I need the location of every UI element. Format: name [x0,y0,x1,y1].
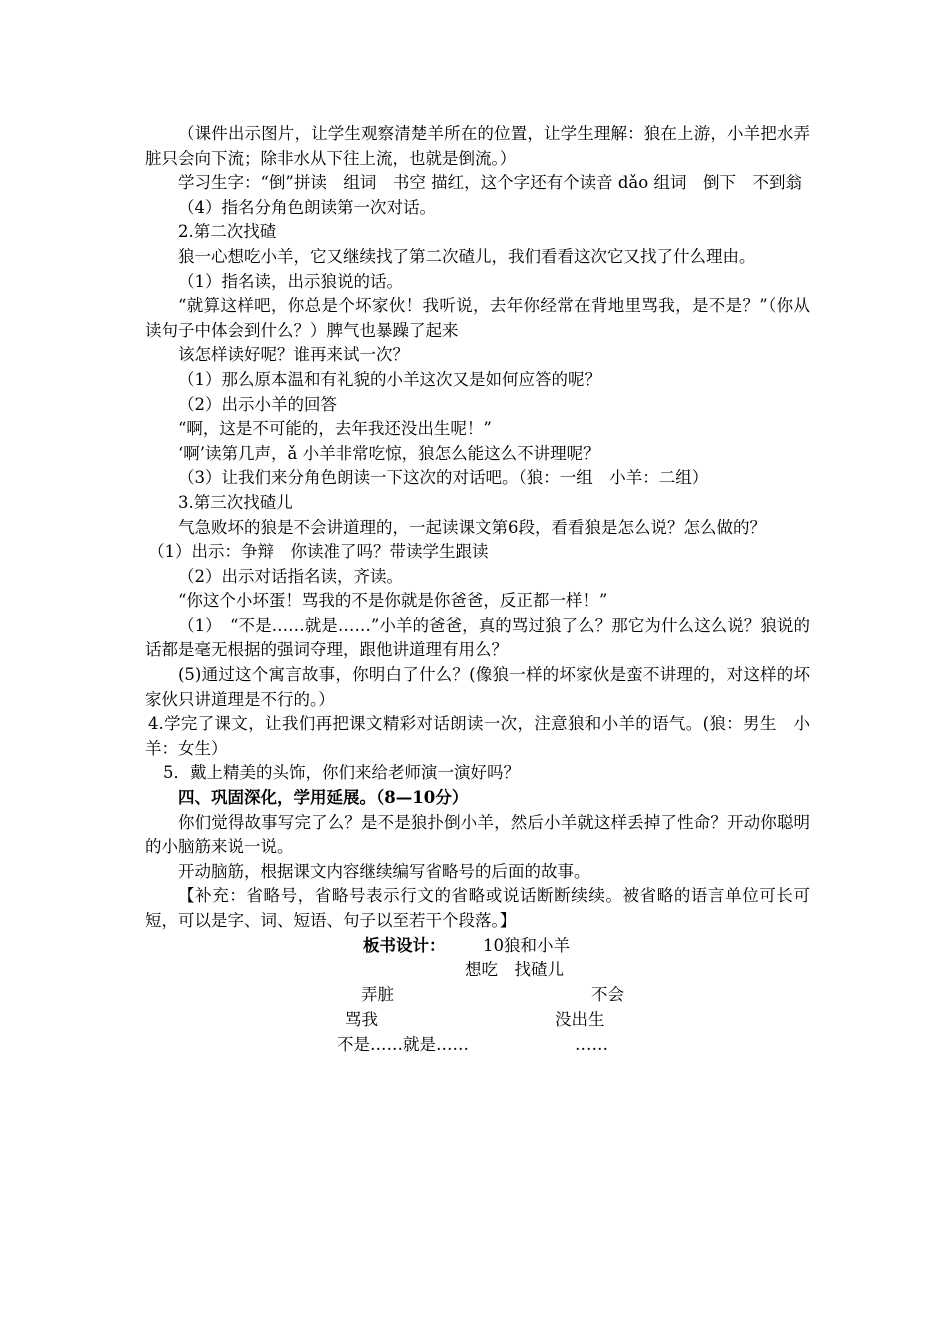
paragraph-second-pick-intro: 狼一心想吃小羊，它又继续找了第二次碴儿，我们看看这次它又找了什么理由。 [178,246,756,266]
document-page [145,122,810,1054]
paragraph-read-again: 该怎样读好呢？谁再来试一次？ [178,345,409,365]
board-right-1: 不会 [591,984,624,1004]
paragraph-dialogue-read: （2）出示对话指名读，齐读。 [178,566,403,586]
paragraph-wolf-quote-3: “你这个小坏蛋！骂我的不是你就是你爸爸，反正都一样！” [178,591,608,611]
paragraph-role-read-1: （4）指名分角色朗读第一次对话。 [178,197,436,217]
board-title: 10狼和小羊 [483,935,570,955]
paragraph-continue-writing: 开动脑筋，根据课文内容继续编写省略号的后面的故事。 [178,861,591,881]
blackboard-design [145,934,810,1054]
paragraph-tone-question: ‘啊’读第几声，ǎ 小羊非常吃惊，狼怎么能这么不讲理呢？ [178,443,600,463]
paragraph-role-read-2: （3）让我们来分角色朗读一下这次的对话吧。（狼：一组 小羊：二组） [178,468,709,488]
paragraph-courseware-note: （课件出示图片，让学生观察清楚羊所在的位置，让学生理解：狼在上游，小羊把水弄脏只会向下流；除非水从下往上流，也就是倒流。） [145,124,810,168]
heading-third-pick: 3.第三次找碴儿 [178,492,293,512]
paragraph-lamb-quote: “啊，这是不可能的，去年我还没出生呢！” [178,419,492,439]
paragraph-show-lamb-reply: （2）出示小羊的回答 [178,394,337,414]
paragraph-show-argue: （1）出示：争辩 你读准了吗？带读学生跟读 [148,542,489,562]
board-center: 想吃 找碴儿 [465,959,564,979]
board-left-2: 骂我 [345,1009,378,1029]
paragraph-read-dialogue-again: 4.学完了课文，让我们再把课文精彩对话朗读一次，注意狼和小羊的语气。(狼：男生 小羊：女生） [145,714,810,758]
paragraph-not-but-analysis: （1） “不是……就是……”小羊的爸爸，真的骂过狼了么？那它为什么这么说？狼说的话都是毫无根据的强词夺理，跟他讲道理有用么？ [145,615,810,660]
paragraph-ellipsis-supplement: 【补充：省略号，省略号表示行文的省略或说话断断续续。被省略的语言单位可长可短，可以是字、词、短语、句子以至若干个段落。】 [145,886,810,930]
paragraph-story-continue-question: 你们觉得故事写完了么？是不是狼扑倒小羊，然后小羊就这样丢掉了性命？开动你聪明的小脑筋来说一说。 [145,812,810,857]
paragraph-fable-moral: (5)通过这个寓言故事，你明白了什么？(像狼一样的坏家伙是蛮不讲理的，对这样的坏家伙只讲道理是不行的。） [145,665,810,709]
heading-second-pick: 2.第二次找碴 [178,222,277,242]
paragraph-wolf-quote: “就算这样吧，你总是个坏家伙！我听说，去年你经常在背地里骂我，是不是？”（你从读句子中体会到什么？）脾气也暴躁了起来 [145,296,810,340]
paragraph-third-pick-intro: 气急败坏的狼是不会讲道理的，一起读课文第6段，看看狼是怎么说？怎么做的？ [178,517,766,537]
board-left-3: 不是……就是…… [337,1034,469,1054]
paragraph-lamb-reply-question: （1）那么原本温和有礼貌的小羊这次又是如何应答的呢？ [178,369,601,389]
paragraph-new-character: 学习生字：“倒”拼读 组词 书空 描红，这个字还有个读音 dǎo 组词 倒下 不到翁 [178,173,802,193]
board-left-1: 弄脏 [361,984,394,1004]
board-label: 板书设计： [363,935,446,955]
paragraph-wolf-words: （1）指名读，出示狼说的话。 [178,271,403,291]
board-right-3: …… [575,1034,608,1054]
board-right-2: 没出生 [555,1009,605,1029]
paragraph-headwear-act: 5．戴上精美的头饰，你们来给老师演一演好吗？ [163,763,520,783]
section-heading-consolidate: 四、巩固深化，学用延展。（8—10分） [178,788,469,808]
